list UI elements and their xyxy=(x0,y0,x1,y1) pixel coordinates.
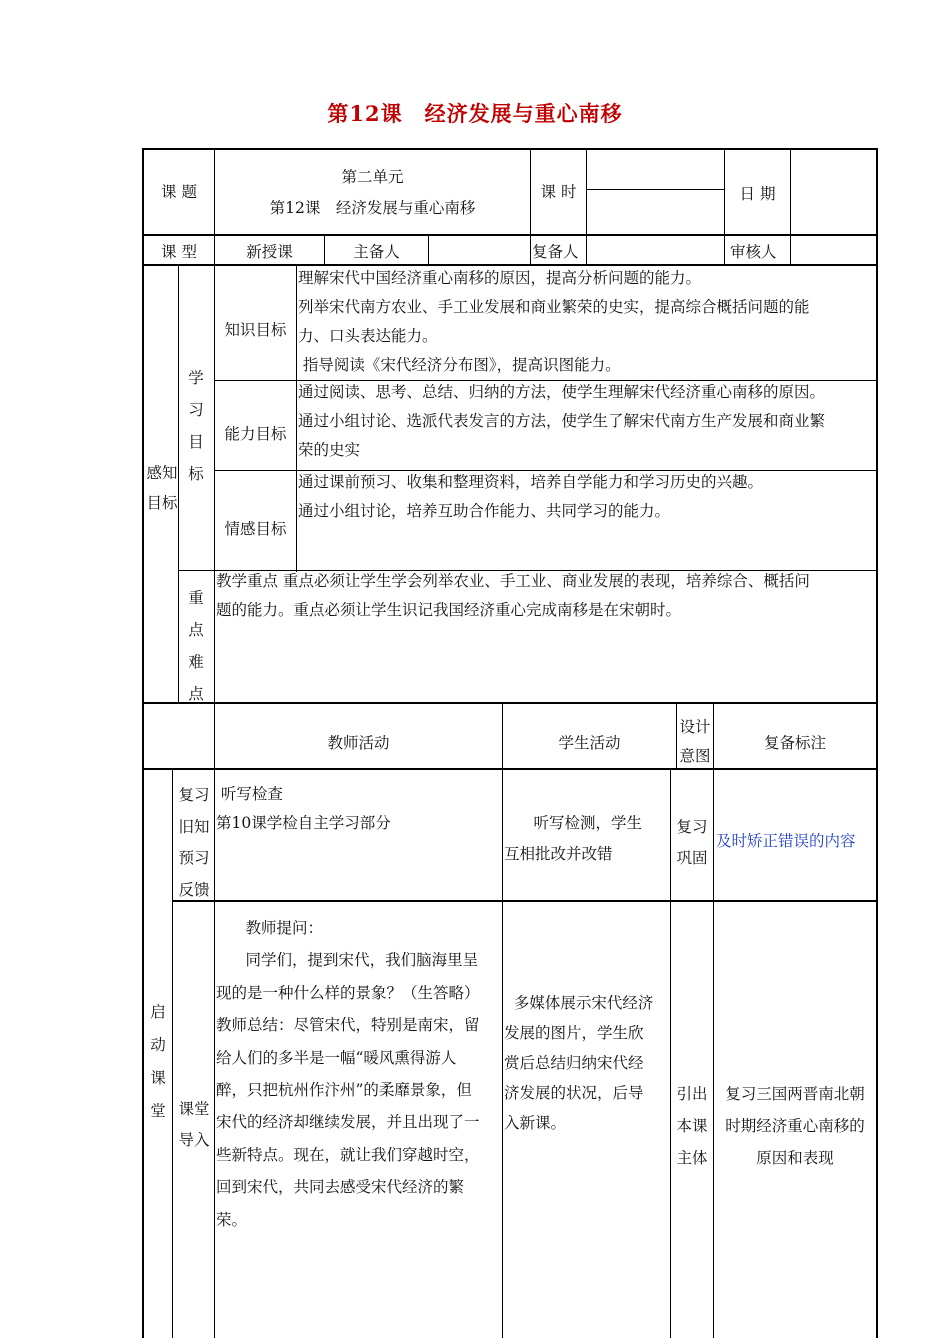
review-note: 及时矫正错误的内容 xyxy=(716,832,856,850)
page-title: 第12课 经济发展与重心南移 xyxy=(327,101,623,126)
teacher-activity-header: 教师活动 xyxy=(327,734,390,752)
type-value: 新授课 xyxy=(246,243,293,261)
co-preparer-label: 复备人 xyxy=(532,243,579,261)
design-intent-header: 设计 意图 xyxy=(679,718,711,765)
main-preparer-label: 主备人 xyxy=(353,243,400,261)
intro-design-intent: 引出 本课 主体 xyxy=(676,1085,708,1167)
date-label: 日 期 xyxy=(739,185,776,203)
review-design-intent: 复习 巩固 xyxy=(676,818,708,867)
intro-note: 复习三国两晋南北朝 时期经济重心南移的 原因和表现 xyxy=(725,1085,865,1167)
type-label: 课 型 xyxy=(161,243,197,261)
review-label: 复习 旧知 预习 反馈 xyxy=(178,786,210,899)
unit-name: 第二单元 xyxy=(341,168,404,186)
lesson-name: 第12课 经济发展与重心南移 xyxy=(269,199,476,217)
student-activity-header: 学生活动 xyxy=(558,734,621,752)
emotion-goal-label: 情感目标 xyxy=(224,520,287,538)
key-points-text: 教学重点 重点必须让学生学会列举农业、手工业、商业发展的表现，培养综合、概括问 题的能力。重点必须让学生识记我国经济重心完成南移是在宋朝时。 xyxy=(216,572,810,619)
key-points-label: 重点难点 xyxy=(188,589,204,703)
intro-student-text: 多媒体展示宋代经济 发展的图片，学生欣 赏后总结归纳宋代经 济发展的状况，后导 入新课。 xyxy=(504,994,654,1132)
knowledge-goal-label: 知识目标 xyxy=(224,321,287,339)
lesson-label: 课 题 xyxy=(161,183,197,201)
ability-goal-label: 能力目标 xyxy=(224,425,287,443)
reviewer-label: 审核人 xyxy=(730,243,777,261)
class-intro-label: 课堂 导入 xyxy=(178,1100,210,1149)
hours-label: 课 时 xyxy=(540,183,577,201)
start-class-label: 启 动 课 堂 xyxy=(150,1003,166,1120)
review-student-text: 听写检测，学生 互相批改并改错 xyxy=(504,814,643,863)
knowledge-goal-text: 理解宋代中国经济重心南移的原因，提高分析问题的能力。 列举宋代南方农业、手工业发展和商业繁荣的史实，提高综合概括问题的能 力、口头表达能力。 指导阅读《宋代经济分布图》，提高识图能力。 xyxy=(298,269,810,374)
perception-goals-label: 感知目标 xyxy=(146,464,178,512)
ability-goal-text: 通过阅读、思考、总结、归纳的方法，使学生理解宋代经济重心南移的原因。 通过小组讨论、选派代表发言的方法，使学生了解宋代南方生产发展和商业繁 荣的史实 xyxy=(298,383,826,459)
notes-header: 复备标注 xyxy=(763,734,826,752)
emotion-goal-text: 通过课前预习、收集和整理资料，培养自学能力和学习历史的兴趣。 通过小组讨论，培养互助合作能力、共同学习的能力。 xyxy=(298,473,764,520)
learning-goals-label: 学习目标 xyxy=(188,369,204,483)
review-teacher-text: 听写检查 第10课学检自主学习部分 xyxy=(216,785,391,832)
intro-teacher-text: 教师提问： 同学们，提到宋代，我们脑海里呈 现的是一种什么样的景象？（生答略） 教师总结：尽管宋代，特别是南宋，留 给人们的多半是一幅“暖风熏得游人 醉，只把杭州作汴州”的柔靡景象，但 宋代的经济却继续发展，并且出现了一 些新特点。现在，就让我们穿越时空， 回到宋代，共同去感受宋代经济的繁 荣。 xyxy=(216,919,480,1229)
